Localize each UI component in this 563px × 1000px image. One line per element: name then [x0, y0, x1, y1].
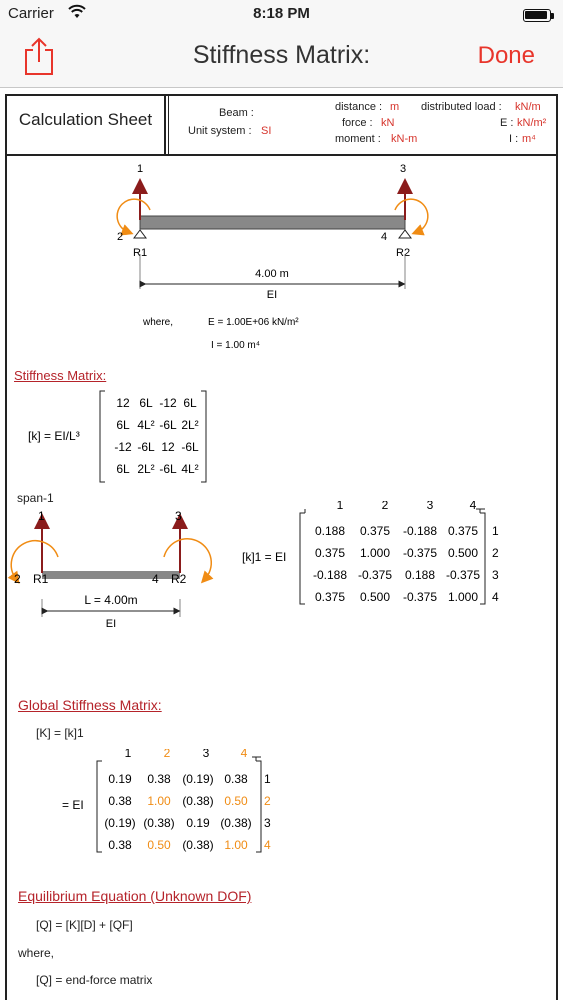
stiffness-cell: 2L² — [181, 418, 199, 432]
stiffness-cell: -12 — [159, 396, 177, 410]
stiffness-cell: 6L — [139, 396, 153, 410]
global-row-header: 1 — [264, 772, 271, 786]
span-matrix-cell: 0.375 — [314, 590, 346, 604]
span-matrix-cells — [313, 501, 499, 604]
stiffness-cell: -6L — [181, 440, 199, 454]
global-matrix-cell: 0.50 — [224, 794, 248, 808]
span-matrix-cell: 0.375 — [447, 524, 479, 538]
stiffness-cell: 6L — [116, 462, 130, 476]
moment-label: moment : — [335, 133, 381, 145]
span-col-header: 3 — [426, 501, 434, 512]
where-label: where, — [143, 317, 174, 328]
stiffness-matrix-title: Stiffness Matrix: — [14, 368, 107, 383]
global-col-header: 1 — [124, 749, 132, 760]
carrier-label: Carrier — [8, 5, 54, 22]
global-col-header: 3 — [202, 749, 210, 760]
span-row-header: 1 — [492, 524, 499, 538]
span-col-header: 1 — [336, 501, 344, 512]
global-matrix-cell: (0.38) — [220, 816, 252, 830]
dof-label-2: 2 — [117, 231, 124, 243]
global-col-header: 4 — [240, 749, 248, 760]
span-length: L = 4.00m — [84, 593, 138, 607]
distance-label: distance : — [335, 101, 383, 113]
e-label: E : — [500, 117, 514, 129]
stiffness-cell: -6L — [137, 440, 155, 454]
support-r1 — [134, 230, 146, 238]
span-matrix-cell: 0.500 — [447, 546, 479, 560]
calculation-sheet — [0, 89, 563, 1000]
span-dof-label-2: 2 — [14, 572, 21, 586]
equilibrium-equation: [Q] = [K][D] + [QF] — [36, 918, 133, 932]
distance-unit: m — [390, 101, 400, 113]
span-support-r2: R2 — [171, 572, 187, 586]
span-support-r1: R1 — [33, 572, 49, 586]
global-matrix-cell: (0.19) — [104, 816, 136, 830]
global-matrix-cell: 0.38 — [147, 772, 171, 786]
calc-sheet-title: Calculation Sheet — [7, 96, 166, 154]
navigation-bar — [0, 30, 563, 88]
span-col-header: 2 — [381, 501, 389, 512]
stiffness-cell: 4L² — [181, 462, 199, 476]
span-dof-label-3: 3 — [175, 509, 182, 523]
global-matrix-cell: 0.38 — [108, 838, 132, 852]
equilibrium-title: Equilibrium Equation (Unknown DOF) — [18, 888, 252, 904]
global-equation: [K] = [k]1 — [36, 726, 84, 740]
span-matrix-cell: 0.375 — [314, 546, 346, 560]
global-matrix-cell: (0.38) — [143, 816, 175, 830]
stiffness-cell: -6L — [159, 418, 177, 432]
stiffness-cell: -6L — [159, 462, 177, 476]
i-label: I : — [509, 133, 519, 145]
global-matrix-cell: (0.38) — [182, 794, 214, 808]
e-equation: E = 1.00E+06 kN/m² — [208, 317, 299, 328]
span-matrix-cell: -0.188 — [312, 568, 348, 582]
span-matrix-cell: 0.188 — [404, 568, 436, 582]
global-matrix-cell: 1.00 — [224, 838, 248, 852]
beam-diagram — [0, 154, 563, 364]
span-diagram — [0, 509, 230, 654]
force-label: force : — [342, 117, 373, 129]
stiffness-cell: 6L — [116, 418, 130, 432]
moment-unit: kN-m — [391, 133, 418, 145]
stiffness-cells — [114, 396, 199, 476]
global-row-header: 2 — [264, 794, 271, 808]
stiffness-lhs: [k] = EI/L³ — [28, 429, 80, 443]
stiffness-cell: 12 — [116, 396, 130, 410]
span-matrix-cell: 1.000 — [447, 590, 479, 604]
global-matrix-cell: 0.19 — [186, 816, 210, 830]
done-button[interactable]: Done — [477, 42, 535, 69]
stiffness-cell: 6L — [183, 396, 197, 410]
header-info — [168, 96, 556, 154]
dof-label-1: 1 — [137, 163, 144, 175]
global-matrix-cell: (0.19) — [182, 772, 214, 786]
span-matrix-cell: -0.375 — [402, 590, 438, 604]
end-force-definition: [Q] = end-force matrix — [36, 973, 153, 987]
span-matrix-cell: 0.375 — [359, 524, 391, 538]
span-dof-label-4: 4 — [152, 572, 159, 586]
span-dof-label-1: 1 — [38, 509, 45, 523]
span-col-header: 4 — [469, 501, 477, 512]
stiffness-cell: 12 — [161, 440, 175, 454]
span-beam — [42, 571, 180, 579]
span-row-header: 2 — [492, 546, 499, 560]
global-row-header: 4 — [264, 838, 271, 852]
e-unit: kN/m² — [517, 117, 547, 129]
global-col-header: 2 — [163, 749, 171, 760]
stiffness-cell: -12 — [114, 440, 132, 454]
span-matrix-cell: -0.375 — [357, 568, 393, 582]
span-matrix-cell: -0.375 — [445, 568, 481, 582]
span-matrix-lhs: [k]1 = EI — [242, 550, 287, 564]
stiffness-cell: 2L² — [137, 462, 155, 476]
span-row-header: 4 — [492, 590, 499, 604]
global-matrix-cell: 0.38 — [108, 794, 132, 808]
span-ei: EI — [105, 618, 117, 630]
distributed-load-unit: kN/m — [515, 101, 541, 113]
beam — [140, 216, 405, 229]
status-bar — [0, 0, 563, 30]
sheet-header — [7, 96, 556, 156]
span-title: span-1 — [17, 491, 54, 505]
page-title: Stiffness Matrix: — [192, 41, 371, 69]
global-matrix-lhs: = EI — [62, 798, 84, 812]
support-label-r2: R2 — [396, 247, 411, 259]
span-matrix-cell: 0.500 — [359, 590, 391, 604]
distributed-load-label: distributed load : — [421, 101, 502, 113]
stiffness-cell: 4L² — [137, 418, 155, 432]
unit-system-value: SI — [261, 125, 272, 137]
clock: 8:18 PM — [253, 5, 310, 22]
span-matrix-cell: -0.188 — [402, 524, 438, 538]
i-equation: I = 1.00 m⁴ — [211, 340, 261, 351]
equilibrium-where: where, — [18, 946, 55, 960]
force-unit: kN — [381, 117, 395, 129]
global-stiffness-matrix — [40, 749, 340, 859]
dof-label-4: 4 — [381, 231, 388, 243]
span-matrix-cell: 1.000 — [359, 546, 391, 560]
unit-system-label: Unit system : — [188, 125, 252, 137]
span-matrix-cell: 0.188 — [314, 524, 346, 538]
battery-nub — [551, 13, 554, 19]
span-row-header: 3 — [492, 568, 499, 582]
global-matrix-cell: 0.38 — [224, 772, 248, 786]
dof-label-3: 3 — [400, 163, 407, 175]
beam-ei: EI — [266, 289, 278, 301]
global-matrix-cells — [104, 749, 271, 852]
global-matrix-cell: 1.00 — [147, 794, 171, 808]
beam-label: Beam : — [219, 107, 254, 119]
global-row-header: 3 — [264, 816, 271, 830]
i-unit: m⁴ — [522, 133, 536, 145]
span-stiffness-matrix — [230, 501, 563, 611]
battery-icon — [523, 9, 551, 22]
global-matrix-cell: 0.19 — [108, 772, 132, 786]
stiffness-matrix — [0, 387, 300, 487]
global-matrix-cell: (0.38) — [182, 838, 214, 852]
span-matrix-cell: -0.375 — [402, 546, 438, 560]
support-label-r1: R1 — [133, 247, 148, 259]
beam-length: 4.00 m — [255, 268, 289, 280]
global-matrix-title: Global Stiffness Matrix: — [18, 697, 162, 713]
global-matrix-cell: 0.50 — [147, 838, 171, 852]
support-r2 — [399, 230, 411, 238]
